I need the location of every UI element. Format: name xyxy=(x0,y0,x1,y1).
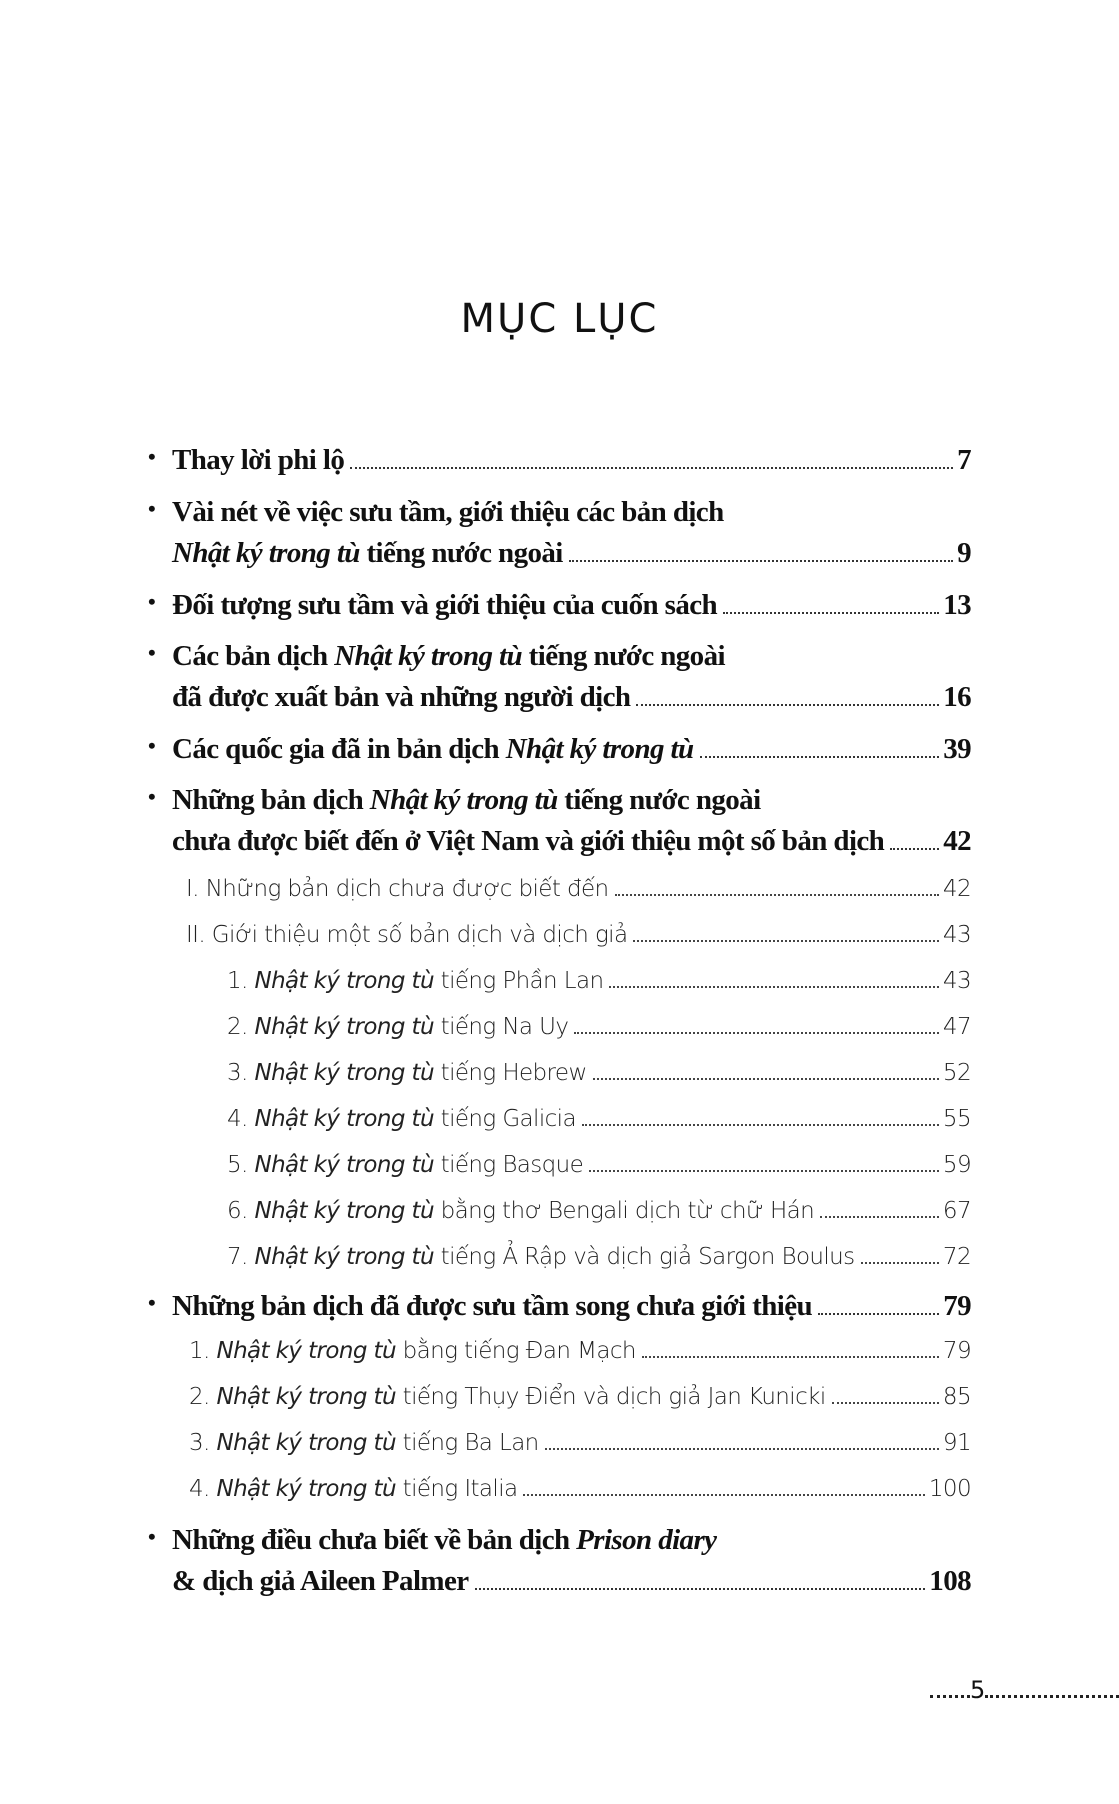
toc-entry-title-cont: đã được xuất bản và những người dịch xyxy=(172,681,631,713)
dot-leader xyxy=(475,1588,926,1590)
toc-item-title xyxy=(189,1476,517,1502)
toc-entry-title xyxy=(172,784,761,817)
bullet-icon: • xyxy=(148,496,156,521)
toc-item-title xyxy=(227,1014,568,1040)
dot-leader xyxy=(700,756,940,758)
toc-page-number: 16 xyxy=(943,681,971,713)
toc-item[interactable] xyxy=(227,1244,971,1270)
toc-item[interactable] xyxy=(189,1430,971,1456)
toc-page-number: 79 xyxy=(943,1290,971,1322)
book-title: Nhật ký trong tù xyxy=(216,1476,396,1502)
title-rest: tiếng Thụy Điển và dịch giả Jan Kunicki xyxy=(395,1384,826,1410)
book-title: Nhật ký trong tù xyxy=(369,784,558,816)
toc-entry-title xyxy=(172,640,725,673)
title-pre: Những bản dịch xyxy=(172,784,370,816)
dot-leader xyxy=(633,940,938,942)
item-number: 4. xyxy=(189,1476,210,1502)
book-title: Nhật ký trong tù xyxy=(334,640,523,672)
toc-page-number: 43 xyxy=(942,922,971,948)
title-rest: tiếng Phần Lan xyxy=(433,968,604,994)
toc-entry-title xyxy=(172,1524,716,1557)
title-rest: tiếng Ba Lan xyxy=(395,1430,539,1456)
dot-leader xyxy=(545,1448,939,1450)
toc-item-title xyxy=(227,1060,587,1086)
toc-item-title xyxy=(189,1338,636,1364)
toc-subentry[interactable] xyxy=(186,922,971,948)
item-number: 2. xyxy=(227,1014,248,1040)
toc-entry-title-cont: & dịch giả Aileen Palmer xyxy=(172,1565,469,1597)
bullet-icon: • xyxy=(148,444,156,469)
title-rest: tiếng Galicia xyxy=(433,1106,576,1132)
dot-leader xyxy=(723,612,939,614)
toc-page-number: 91 xyxy=(942,1430,971,1456)
page-title: MỤC LỤC xyxy=(460,296,659,342)
toc-item[interactable] xyxy=(189,1476,971,1502)
toc-page-number: 42 xyxy=(943,825,971,857)
toc-page-number: 79 xyxy=(942,1338,971,1364)
toc-page-number: 7 xyxy=(957,444,971,476)
title-pre: Những điều chưa biết về bản dịch xyxy=(172,1524,577,1556)
toc-entry-continuation[interactable] xyxy=(172,825,971,858)
folio-dots-left xyxy=(930,1695,970,1698)
toc-entry[interactable] xyxy=(148,1290,971,1323)
item-number: 7. xyxy=(227,1244,248,1270)
dot-leader xyxy=(642,1356,939,1358)
title-pre: Các quốc gia đã in bản dịch xyxy=(172,733,506,765)
toc-page-number: 9 xyxy=(957,537,971,569)
toc-item[interactable] xyxy=(227,968,971,994)
toc-page-number: 67 xyxy=(942,1198,971,1224)
toc-entry-title xyxy=(172,733,694,766)
book-title: Nhật ký trong tù xyxy=(254,1198,434,1224)
dot-leader xyxy=(582,1124,939,1126)
dot-leader xyxy=(589,1170,939,1172)
title-rest: tiếng Basque xyxy=(433,1152,584,1178)
toc-item[interactable] xyxy=(227,1106,971,1132)
toc-page-number: 39 xyxy=(943,733,971,765)
toc-page-number: 100 xyxy=(928,1476,971,1502)
title-pre: Các bản dịch xyxy=(172,640,335,672)
folio-dots-right xyxy=(985,1695,1119,1698)
toc-page-number: 42 xyxy=(942,876,971,902)
toc-page-number: 13 xyxy=(943,589,971,621)
toc-entry-title: Thay lời phi lộ xyxy=(172,444,345,476)
bullet-icon: • xyxy=(148,1290,156,1315)
book-title: Prison diary xyxy=(576,1524,717,1556)
book-title: Nhật ký trong tù xyxy=(216,1384,396,1410)
title-rest: bằng tiếng Đan Mạch xyxy=(395,1338,636,1364)
page-folio xyxy=(930,1676,1119,1704)
dot-leader xyxy=(350,467,953,469)
toc-subentry-title: II. Giới thiệu một số bản dịch và dịch giả xyxy=(186,922,628,948)
dot-leader xyxy=(615,894,939,896)
toc-item-title xyxy=(227,1106,576,1132)
toc-page-number: 43 xyxy=(942,968,971,994)
book-title: Nhật ký trong tù xyxy=(172,537,360,569)
toc-item-title xyxy=(227,1152,583,1178)
toc-entry[interactable] xyxy=(148,640,971,673)
book-title: Nhật ký trong tù xyxy=(254,1244,434,1270)
bullet-icon: • xyxy=(148,784,156,809)
toc-page-number: 55 xyxy=(942,1106,971,1132)
dot-leader xyxy=(832,1402,939,1404)
book-title: Nhật ký trong tù xyxy=(216,1338,396,1364)
toc-entry[interactable] xyxy=(148,444,971,477)
toc-entry-continuation[interactable] xyxy=(172,1565,971,1598)
toc-item[interactable] xyxy=(227,1060,971,1086)
dot-leader xyxy=(593,1078,939,1080)
toc-entry-title: Vài nét về việc sưu tầm, giới thiệu các bản dịch xyxy=(172,496,724,528)
toc-entry[interactable] xyxy=(148,589,971,622)
toc-page-number: 59 xyxy=(942,1152,971,1178)
item-number: 3. xyxy=(227,1060,248,1086)
toc-page-number: 72 xyxy=(942,1244,971,1270)
toc-item-title xyxy=(227,1198,814,1224)
title-rest: tiếng Hebrew xyxy=(433,1060,587,1086)
toc-entry-continuation[interactable] xyxy=(172,537,971,570)
dot-leader xyxy=(636,704,939,706)
toc-entry[interactable] xyxy=(148,784,971,817)
title-rest: bằng thơ Bengali dịch từ chữ Hán xyxy=(433,1198,815,1224)
item-number: 4. xyxy=(227,1106,248,1132)
bullet-icon: • xyxy=(148,589,156,614)
book-title: Nhật ký trong tù xyxy=(254,1106,434,1132)
book-title: Nhật ký trong tù xyxy=(505,733,694,765)
toc-item-title xyxy=(227,968,603,994)
title-rest: tiếng nước ngoài xyxy=(359,537,563,569)
toc-item[interactable] xyxy=(227,1014,971,1040)
toc-page-number: 108 xyxy=(929,1565,971,1597)
toc-entry[interactable] xyxy=(148,733,971,766)
dot-leader xyxy=(818,1313,939,1315)
item-number: 6. xyxy=(227,1198,248,1224)
toc-entry-title-cont xyxy=(172,537,563,570)
title-rest: tiếng Na Uy xyxy=(433,1014,569,1040)
dot-leader xyxy=(890,848,939,850)
dot-leader xyxy=(523,1494,924,1496)
toc-item[interactable] xyxy=(227,1152,971,1178)
title-rest: tiếng Italia xyxy=(395,1476,518,1502)
toc-entry-continuation[interactable] xyxy=(172,681,971,714)
toc-item[interactable] xyxy=(227,1198,971,1224)
dot-leader xyxy=(574,1032,939,1034)
toc-item-title xyxy=(189,1430,539,1456)
book-title: Nhật ký trong tù xyxy=(254,1014,434,1040)
book-title: Nhật ký trong tù xyxy=(216,1430,396,1456)
title-post: tiếng nước ngoài xyxy=(522,640,725,672)
toc-page-number: 52 xyxy=(942,1060,971,1086)
item-number: 1. xyxy=(227,968,248,994)
book-title: Nhật ký trong tù xyxy=(254,1060,434,1086)
dot-leader xyxy=(569,560,953,562)
dot-leader xyxy=(609,986,938,988)
toc-item-title xyxy=(227,1244,855,1270)
toc-page-number: 85 xyxy=(942,1384,971,1410)
toc-entry[interactable] xyxy=(148,496,971,529)
dot-leader xyxy=(861,1262,939,1264)
bullet-icon: • xyxy=(148,1524,156,1549)
title-rest: tiếng Ả Rập và dịch giả Sargon Boulus xyxy=(433,1244,855,1270)
toc-subentry-title: I. Những bản dịch chưa được biết đến xyxy=(186,876,609,902)
dot-leader xyxy=(820,1216,939,1218)
toc-item[interactable] xyxy=(189,1384,971,1410)
title-post: tiếng nước ngoài xyxy=(557,784,761,816)
toc-entry-title: Những bản dịch đã được sưu tầm song chưa giới thiệu xyxy=(172,1290,812,1322)
toc-entry-title-cont: chưa được biết đến ở Việt Nam và giới thiệu một số bản dịch xyxy=(172,825,885,857)
item-number: 1. xyxy=(189,1338,210,1364)
bullet-icon: • xyxy=(148,733,156,758)
bullet-icon: • xyxy=(148,640,156,665)
toc-item[interactable] xyxy=(189,1338,971,1364)
toc-entry[interactable] xyxy=(148,1524,971,1557)
book-title: Nhật ký trong tù xyxy=(254,1152,434,1178)
toc-subentry[interactable] xyxy=(186,876,971,902)
item-number: 5. xyxy=(227,1152,248,1178)
book-title: Nhật ký trong tù xyxy=(254,968,434,994)
toc-page-number: 47 xyxy=(942,1014,971,1040)
toc-item-title xyxy=(189,1384,826,1410)
item-number: 2. xyxy=(189,1384,210,1410)
page-number: 5 xyxy=(970,1676,986,1704)
item-number: 3. xyxy=(189,1430,210,1456)
toc-entry-title: Đối tượng sưu tầm và giới thiệu của cuốn sách xyxy=(172,589,718,621)
